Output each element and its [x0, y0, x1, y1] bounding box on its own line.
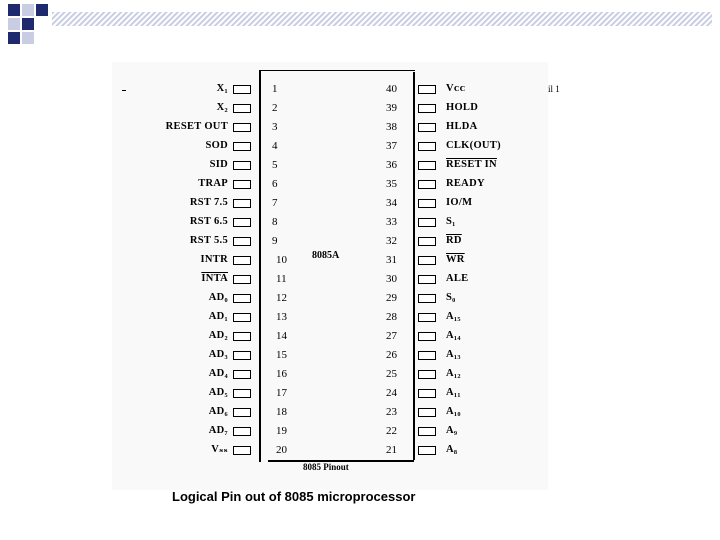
- right-pin-number: 34: [386, 197, 397, 209]
- right-pin-number: 40: [386, 83, 397, 95]
- right-pin-box: [418, 408, 436, 417]
- right-pin-number: 28: [386, 311, 397, 323]
- right-pin-number: 30: [386, 273, 397, 285]
- left-pin-number: 11: [276, 273, 287, 285]
- left-pin-box: [233, 370, 251, 379]
- left-pin-box: [233, 218, 251, 227]
- right-pin-box: [418, 275, 436, 284]
- deco-square-3: [8, 18, 20, 30]
- deco-square-6: [8, 32, 20, 44]
- left-pin-number: 13: [276, 311, 287, 323]
- left-pin-box: [233, 313, 251, 322]
- right-pin-number: 33: [386, 216, 397, 228]
- right-pin-box: [418, 313, 436, 322]
- right-pin-box: [418, 427, 436, 436]
- left-pin-box: [233, 85, 251, 94]
- deco-square-7: [22, 32, 34, 44]
- right-pin-box: [418, 199, 436, 208]
- left-pin-label: RST 6.5: [189, 216, 228, 227]
- left-pin-box: [233, 446, 251, 455]
- left-pin-box: [233, 427, 251, 436]
- right-pin-number: 29: [386, 292, 397, 304]
- left-pin-number: 9: [272, 235, 278, 247]
- right-pin-label: S₀: [446, 292, 456, 303]
- right-pin-box: [418, 370, 436, 379]
- left-pin-box: [233, 104, 251, 113]
- right-pin-box: [418, 237, 436, 246]
- left-pin-number: 8: [272, 216, 278, 228]
- right-pin-box: [418, 123, 436, 132]
- right-pin-label: A₁₄: [446, 330, 461, 341]
- right-pin-label: HLDA: [446, 121, 478, 132]
- right-pin-number: 35: [386, 178, 397, 190]
- left-pin-label: Vₛₛ: [211, 444, 228, 455]
- cropped-text-fragment: il 1: [548, 84, 560, 94]
- left-pin-number: 16: [276, 368, 287, 380]
- left-pin-label: INTR: [200, 254, 228, 265]
- left-pin-box: [233, 351, 251, 360]
- left-pin-label: TRAP: [198, 178, 228, 189]
- left-pin-box: [233, 332, 251, 341]
- left-pin-label: X₁: [216, 83, 228, 94]
- right-pin-label: A₁₁: [446, 387, 461, 398]
- right-pin-box: [418, 446, 436, 455]
- right-pin-number: 27: [386, 330, 397, 342]
- right-pin-label: S₁: [446, 216, 456, 227]
- right-pin-number: 31: [386, 254, 397, 266]
- left-pin-number: 18: [276, 406, 287, 418]
- left-pin-number: 7: [272, 197, 278, 209]
- right-pin-number: 24: [386, 387, 397, 399]
- left-pin-number: 20: [276, 444, 287, 456]
- right-pin-number: 26: [386, 349, 397, 361]
- right-pin-box: [418, 218, 436, 227]
- deco-square-5: [36, 4, 48, 16]
- right-pin-label: HOLD: [446, 102, 479, 113]
- left-pin-label: RST 7.5: [189, 197, 228, 208]
- deco-square-4: [22, 18, 34, 30]
- right-pin-label: $\overline{RD}$: [446, 235, 462, 246]
- left-pin-label: INTA: [201, 273, 228, 284]
- figure-caption: Logical Pin out of 8085 microprocessor: [172, 489, 416, 504]
- left-pin-box: [233, 294, 251, 303]
- left-pin-number: 6: [272, 178, 278, 190]
- right-pin-number: 25: [386, 368, 397, 380]
- left-pin-label: AD₄: [208, 368, 228, 379]
- right-pin-label: IO/M: [446, 197, 473, 208]
- left-pin-number: 4: [272, 140, 278, 152]
- left-pin-label: AD₆: [208, 406, 228, 417]
- chip-right-edge: [413, 72, 415, 460]
- right-pin-number: 39: [386, 102, 397, 114]
- right-pin-number: 21: [386, 444, 397, 456]
- left-pin-box: [233, 180, 251, 189]
- right-pin-label: $\overline{WR}$: [446, 254, 465, 265]
- left-pin-number: 10: [276, 254, 287, 266]
- right-pin-box: [418, 85, 436, 94]
- left-pin-box: [233, 161, 251, 170]
- right-pin-label: Vᴄᴄ: [446, 83, 466, 94]
- left-pin-label: AD₃: [208, 349, 228, 360]
- left-pin-number: 5: [272, 159, 278, 171]
- deco-square-2: [22, 4, 34, 16]
- right-pin-number: 32: [386, 235, 397, 247]
- right-pin-box: [418, 161, 436, 170]
- left-pin-number: 2: [272, 102, 278, 114]
- left-pin-label: SOD: [205, 140, 228, 151]
- left-pin-box: [233, 275, 251, 284]
- left-pin-label: X₂: [216, 102, 228, 113]
- right-pin-box: [418, 294, 436, 303]
- chip-left-edge: [259, 70, 261, 462]
- left-pin-number: 15: [276, 349, 287, 361]
- left-pin-label: AD₂: [208, 330, 228, 341]
- right-pin-label: READY: [446, 178, 485, 189]
- right-pin-label: CLK(OUT): [446, 140, 501, 151]
- left-pin-label: SID: [209, 159, 228, 170]
- right-pin-number: 37: [386, 140, 397, 152]
- chip-top-edge: [259, 70, 415, 71]
- pinout-label: 8085 Pinout: [303, 462, 349, 472]
- right-pin-label: A₁₀: [446, 406, 461, 417]
- right-pin-number: 22: [386, 425, 397, 437]
- left-pin-label: AD₇: [208, 425, 228, 436]
- left-pin-number: 14: [276, 330, 287, 342]
- left-pin-box: [233, 199, 251, 208]
- left-pin-box: [233, 142, 251, 151]
- left-pin-box: [233, 123, 251, 132]
- header-rule: [52, 12, 712, 26]
- right-pin-label: A₈: [446, 444, 458, 455]
- right-pin-label: A₁₃: [446, 349, 461, 360]
- left-pin-box: [233, 237, 251, 246]
- left-pin-box: [233, 256, 251, 265]
- right-pin-label: RESET IN: [446, 159, 497, 170]
- right-pin-box: [418, 142, 436, 151]
- right-pin-box: [418, 104, 436, 113]
- left-pin-label: AD₅: [208, 387, 228, 398]
- right-pin-number: 36: [386, 159, 397, 171]
- right-pin-box: [418, 351, 436, 360]
- left-pin-label: RESET OUT: [165, 121, 228, 132]
- right-pin-number: 38: [386, 121, 397, 133]
- right-pin-box: [418, 256, 436, 265]
- right-pin-label: A₉: [446, 425, 458, 436]
- left-pin-box: [233, 408, 251, 417]
- left-pin-box: [233, 389, 251, 398]
- right-pin-box: [418, 389, 436, 398]
- left-pin-label: RST 5.5: [189, 235, 228, 246]
- chip-name: 8085A: [312, 250, 340, 261]
- right-pin-label: A₁₂: [446, 368, 461, 379]
- right-pin-label: ALE: [446, 273, 469, 284]
- right-pin-box: [418, 180, 436, 189]
- deco-square-1: [8, 4, 20, 16]
- right-pin-number: 23: [386, 406, 397, 418]
- left-pin-label: AD₀: [208, 292, 228, 303]
- left-pin-number: 3: [272, 121, 278, 133]
- left-pin-number: 17: [276, 387, 287, 399]
- right-pin-box: [418, 332, 436, 341]
- left-pin-number: 1: [272, 83, 278, 95]
- left-pin-number: 12: [276, 292, 287, 304]
- right-pin-label: A₁₅: [446, 311, 461, 322]
- left-pin-number: 19: [276, 425, 287, 437]
- left-pin-label: AD₁: [208, 311, 228, 322]
